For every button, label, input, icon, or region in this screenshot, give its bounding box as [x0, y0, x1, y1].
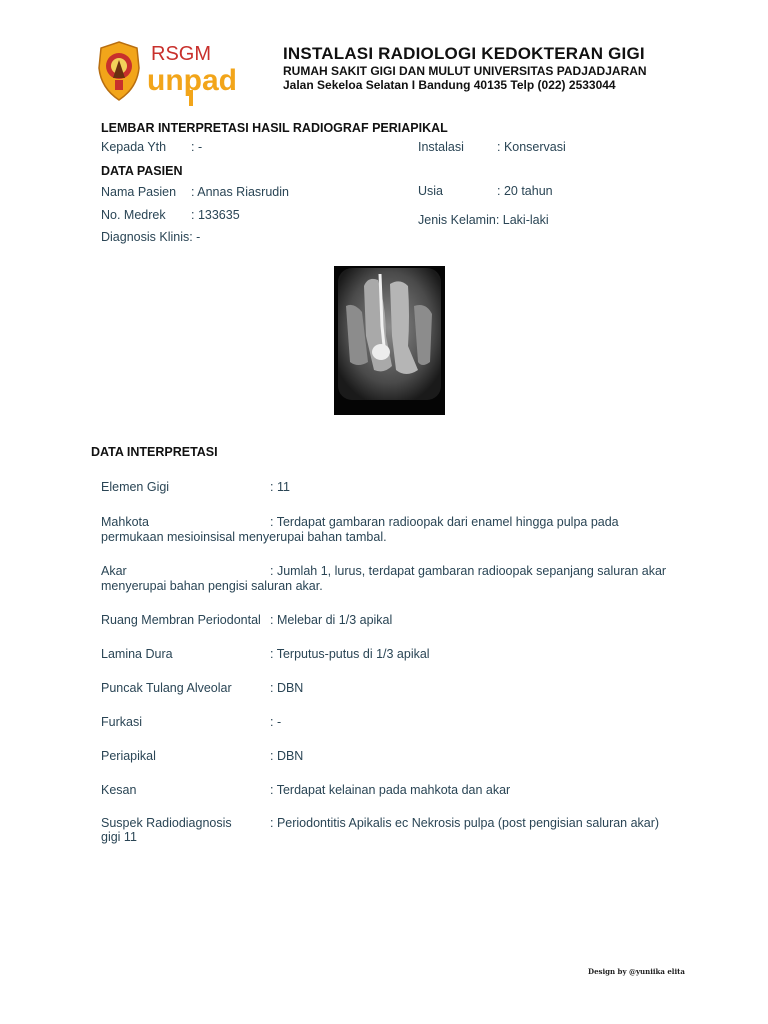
- instalasi-value: : Konservasi: [497, 140, 566, 154]
- data-interpretasi-heading: DATA INTERPRETASI: [91, 445, 218, 459]
- university-crest-icon: [99, 42, 139, 100]
- puncak-tulang-value: : DBN: [270, 681, 304, 695]
- furkasi-label: Furkasi: [101, 715, 142, 729]
- kepada-value: : -: [191, 140, 203, 154]
- puncak-tulang-label: Puncak Tulang Alveolar: [101, 681, 232, 695]
- institution-title: INSTALASI RADIOLOGI KEDOKTERAN GIGI: [283, 44, 645, 63]
- elemen-gigi-value: : 11: [270, 480, 290, 494]
- suspek-label-line1: Suspek Radiodiagnosis: [101, 816, 232, 830]
- nama-pasien-label: Nama Pasien: [101, 185, 177, 199]
- nama-pasien-value: : Annas Riasrudin: [191, 185, 289, 199]
- lamina-dura-label: Lamina Dura: [101, 647, 173, 661]
- jenis-kelamin: Jenis Kelamin: Laki-laki: [418, 213, 549, 227]
- medrek-label: No. Medrek: [101, 208, 166, 222]
- mahkota-value-line1: : Terdapat gambaran radioopak dari enamel hingga pulpa pada: [270, 515, 619, 529]
- logo-text-bottom: unpad: [147, 64, 237, 97]
- elemen-gigi-label: Elemen Gigi: [101, 480, 170, 494]
- lamina-dura-value: : Terputus-putus di 1/3 apikal: [270, 647, 430, 661]
- instalasi-label: Instalasi: [418, 140, 464, 154]
- suspek-value: : Periodontitis Apikalis ec Nekrosis pulpa (post pengisian saluran akar): [270, 816, 660, 830]
- mahkota-label: Mahkota: [101, 515, 149, 529]
- periapikal-value: : DBN: [270, 749, 304, 763]
- usia-label: Usia: [418, 184, 444, 198]
- data-pasien-heading: DATA PASIEN: [101, 164, 183, 178]
- kesan-label: Kesan: [101, 783, 137, 797]
- institution-subtitle: RUMAH SAKIT GIGI DAN MULUT UNIVERSITAS PADJADJARAN: [283, 64, 647, 78]
- mahkota-value-line2: permukaan mesioinsisal menyerupai bahan tambal.: [101, 530, 387, 544]
- logo-text-top: RSGM: [151, 43, 211, 65]
- medrek-value: : 133635: [191, 208, 240, 222]
- diagnosis-klinis: Diagnosis Klinis: -: [101, 230, 201, 244]
- periapikal-label: Periapikal: [101, 749, 156, 763]
- periapical-radiograph: [334, 266, 445, 415]
- akar-value-line2: menyerupai bahan pengisi saluran akar.: [101, 579, 323, 593]
- footer-credit: Design by @yuniika elita: [588, 967, 685, 976]
- kesan-value: : Terdapat kelainan pada mahkota dan akar: [270, 783, 511, 797]
- rsgm-unpad-logo: [93, 38, 273, 110]
- furkasi-value: : -: [270, 715, 282, 729]
- usia-value: : 20 tahun: [497, 184, 553, 198]
- akar-value-line1: : Jumlah 1, lurus, terdapat gambaran radioopak sepanjang saluran akar: [270, 564, 667, 578]
- ruang-membran-label: Ruang Membran Periodontal: [101, 613, 261, 627]
- akar-label: Akar: [101, 564, 127, 578]
- ruang-membran-value: : Melebar di 1/3 apikal: [270, 613, 393, 627]
- suspek-label-line2: gigi 11: [101, 830, 137, 844]
- document-title: LEMBAR INTERPRETASI HASIL RADIOGRAF PERIAPIKAL: [101, 121, 448, 135]
- kepada-label: Kepada Yth: [101, 140, 167, 154]
- institution-address: Jalan Sekeloa Selatan I Bandung 40135 Telp (022) 2533044: [283, 78, 616, 92]
